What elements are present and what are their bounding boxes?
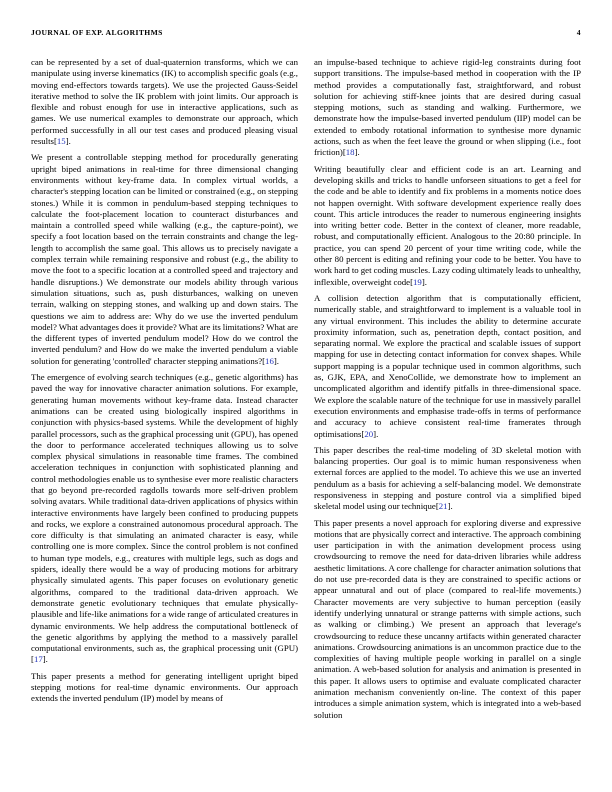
paragraph	[314, 518, 581, 721]
journal-title: JOURNAL OF EXP. ALGORITHMS	[31, 28, 163, 37]
paragraph	[31, 57, 298, 147]
citation-bracket-close: ].	[421, 276, 427, 287]
citation-bracket-open: [	[410, 276, 414, 287]
paragraph-text: an impulse-based technique to achieve rigid-leg constraints during foot support transitions. The impulse-based method in cooperation with the IP method provides a computationally fast, straightforward, and robust solution for achieving stiff-knee joints that are desired during casual stepping motions, such as standing and walking. Furthermore, we demonstrate how the impulse-based inverted pendulum (IIP) model can be extended to embody rotational information to synthesise more dynamic actions, such as when the feet leave the ground or when slipping (i.e., foot friction)	[314, 57, 581, 158]
paragraph	[31, 152, 298, 367]
paragraph-text: A collision detection algorithm that is computationally efficient, numerically stable, and straightforward to implement is a valuable tool in any virtual environment. This includes the ability to determine accurate proximity information, such as, penetration depth, contact position, and separating normal. We explore the practical and scalable issues of support mapping for use in detecting contact information for convex shapes. While support mapping is a popular technique used in common algorithms, such as, GJK, EPA, and XenoCollide, we demonstrate how to implement an uncomplicated algorithm and identify pitfalls in three-dimensional space. We explore the scalable nature of the technique for use in massively parallel execution environments and emphasise trade-offs in terms of performance and accuracy to achieve consistent real-time framerates through optimisations	[314, 292, 581, 439]
citation-bracket-close: ].	[273, 355, 279, 366]
citation-bracket-open: [	[361, 428, 365, 439]
paragraph-text: This paper presents a method for generating intelligent upright biped stepping motions for real-time dynamic environments. Our approach extends the inverted pendulum (IP) model by means of	[31, 670, 298, 704]
paragraph-text: Writing beautifully clear and efficient code is an art. Learning and developing skills and tricks to handle unforseen situations to get a feel for the code and be able to identify and fix problems in a moments notice does not happen overnight. With software development experience really does count. This article introduces the reader to numerous engineering insights into writing better code. Better in the context of cleaner, more readable, robust, and computationally efficient. Analogous to the 20:80 principle. In practice, you can spend 20 percent of your time writing code, while the other 80 percent is editing and refining your code to be better. You have to work hard to get coding muscles. Lazy coding ultimately leads to unhealthy, inflexible, overweight code	[314, 163, 581, 287]
paragraph	[314, 445, 581, 513]
paragraph	[314, 164, 581, 288]
citation-bracket-close: ].	[65, 136, 71, 147]
citation-bracket-close: ].	[373, 428, 379, 439]
page-number: 4	[576, 28, 581, 37]
running-header	[31, 28, 581, 37]
paragraph	[31, 372, 298, 666]
paragraph-text: The emergence of evolving search techniques (e.g., genetic algorithms) has paved the way for innovative character animation solutions. For example, generating human movements without key-frame data. Instead character animations can be created using biologically inspired algorithms in conjunction with physics-based systems. While the development of highly parallel processors, such as the graphical processing unit (GPU), has opened the door to performance accelerated techniques allowing us to solve complex physical simulations in reasonable time frames. The combined acceleration techniques in conjunction with sophisticated planning and control methodologies enable us to synthesise ever more realistic characters that go beyond pre-recorded ragdolls towards more self-driven problem solving avatars. While traditional data-driven applications of physics within interactive environments have largely been confined to producing puppets and rocks, we explore a constrained autonomous procedural approach. The core difficulty is that simulating an animated character is easy, while controlling one is more complex. Since the control problem is not confined to human type models, e.g., creatures with multiple legs, such as dogs and spiders, ideally there would be a way of producing motions for arbitrary physically simulated agents. This paper focuses on evolutionary genetic algorithms, compared to the traditional data-driven approach. We demonstrate genetic evolutionary techniques that emulate physically-plausible and life-like animations for a wide range of articulated creatures in dynamic environments. We help address the computational bottleneck of the genetic algorithms by applying the method to a massively parallel computational environments, such as, the graphical processing unit (GPU)	[31, 372, 298, 654]
citation-bracket-open: [	[262, 355, 266, 366]
two-column-body	[31, 57, 581, 721]
paragraph	[314, 57, 581, 159]
paragraph-text: This paper presents a novel approach for exploring diverse and expressive motions that are physically correct and interactive. The approach combining user participation in with the animation development process using crowdsourcing to remove the need for data-driven libraries while address aesthetic limitations. A core challenge for character animation solutions that do not use pre-recorded data is they are constrained to specific actions or appear unnatural and out of place (compared to real-life movements.) Character movements are very subjective to human perception (easily identify underlying unnatural or strange patterns with simple actions, such as walking or climbing.) We present an approach that leverage's crowdsourcing to reduce these uncanny artifacts within generated character animations. Crowdsourcing animations is an uncommon practice due to the complexities of having multiple people working in parallel on a single animation. A web-based solution for analysis and animation is presented in this paper. It allows users to optimise and evaluate complicated character animation mechanism conveniently on-line. The context of this paper introduces a simple animation system, which is integrated into a web-based solution	[314, 517, 581, 720]
citation-link[interactable]: 19	[413, 276, 422, 287]
paragraph-text: can be represented by a set of dual-quaternion transforms, which we can manipulate using inverse kinematics (IK) to accomplish specific goals (e.g., moving end-effectors towards targets). We use the projected Gauss-Seidel iterative method to solve the IK problem with joint limits. Our approach is flexible and robust enough for use in interactive applications, such as games. We use numerical examples to demonstrate our approach, which performed successfully in all our test cases and produced pleasing visual results	[31, 57, 298, 147]
citation-bracket-open: [	[342, 147, 346, 158]
left-column	[31, 57, 298, 721]
paragraph-text: This paper describes the real-time modeling of 3D skeletal motion with balancing properties. Our goal is to mimic human responsiveness when external forces are applied to the model. To achieve this we use an inverted pendulum as a basis for achieving a self-balancing model. We demonstrate responsiveness in stepping and posture control via a simplified biped skeletal model using our technique	[314, 444, 581, 512]
citation-link[interactable]: 21	[438, 501, 448, 512]
citation-bracket-open: [	[435, 501, 439, 512]
citation-link[interactable]: 16	[265, 355, 274, 366]
citation-link[interactable]: 17	[33, 654, 43, 665]
citation-bracket-open: [	[31, 654, 34, 665]
citation-link[interactable]: 18	[345, 147, 355, 158]
paragraph	[31, 671, 298, 705]
right-column	[314, 57, 581, 721]
citation-bracket-open: [	[53, 136, 57, 147]
citation-link[interactable]: 15	[56, 136, 66, 147]
paragraph-text: We present a controllable stepping method for procedurally generating upright biped animations in real-time for three dimensional changing environments without key-frame data. In complex virtual worlds, a character's stepping location can be limited or constrained (e.g., on stepping stones.) While it is common in pendulum-based stepping techniques to calculate the foot-placement location to counteract disturbances and maintain a controlled speed while walking (e.g., the capture-point), we specify a foot location based on the terrain constraints and change the leg-length to accomplish the same goal. This allows us to precisely navigate a complex terrain while remaining responsive and robust (e.g., the ability to move the foot to a specific location at a controlled speed and trajectory and handle disruptions.) We demonstrate our models ability through various simulation situations, such as, push disturbances, walking on uneven terrain, walking on stepping stones, and walking up and down stairs. The questions we aim to address are: Why do we use the inverted pendulum model? What advantages does it provide? What are its limitations? What are the different types of inverted pendulum model? How do we control the inverted pendulum? and How do we make the inverted pendulum a viable solution for generating 'controlled' character stepping animations?	[31, 152, 298, 366]
citation-bracket-close: ].	[447, 501, 453, 512]
citation-bracket-close: ].	[42, 654, 48, 665]
citation-link[interactable]: 20	[364, 428, 374, 439]
citation-bracket-close: ].	[354, 147, 360, 158]
paragraph	[314, 293, 581, 440]
